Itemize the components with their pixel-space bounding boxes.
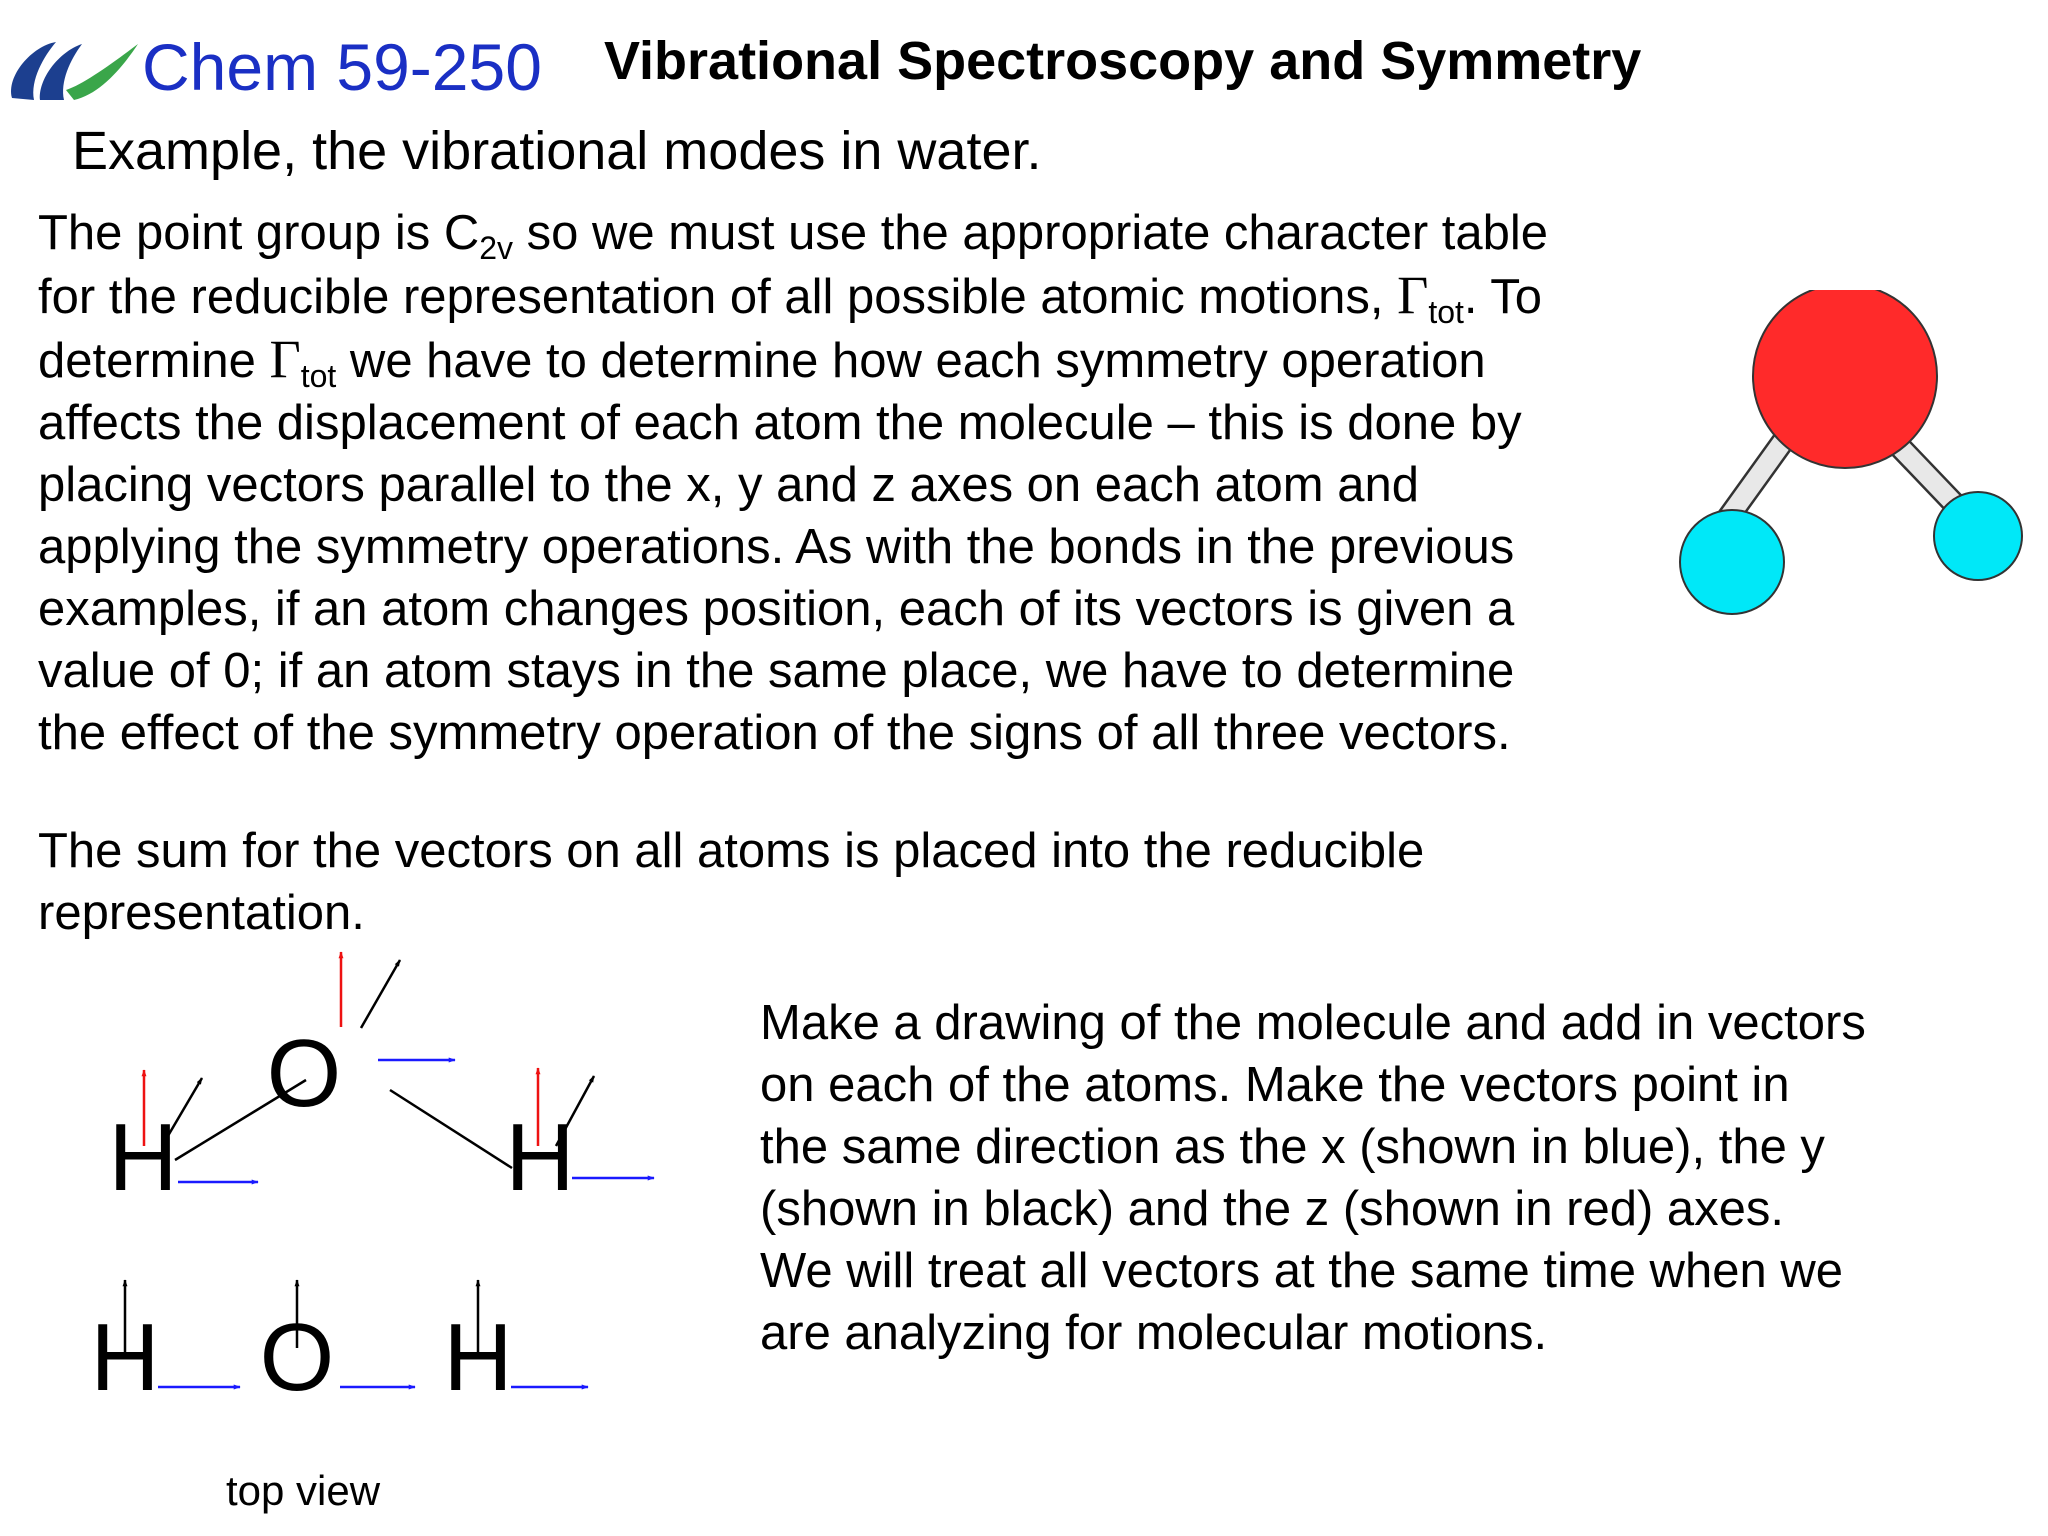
gamma-symbol: Γ [269, 329, 301, 389]
para3-line-5: We will treat all vectors at the same time when we [760, 1244, 1843, 1298]
para2-line-1: The sum for the vectors on all atoms is placed into the reducible [38, 824, 1425, 878]
hydrogen-atom-right-side: H [505, 1104, 575, 1211]
bond-right [390, 1090, 512, 1168]
para3-line-4: (shown in black) and the z (shown in red) axes. [760, 1182, 1785, 1236]
top-view-caption: top view [226, 1467, 381, 1514]
hydrogen-atom-right-top: H [443, 1304, 513, 1411]
hydrogen-ball-right [1934, 492, 2022, 580]
gamma-symbol: Γ [1397, 265, 1429, 325]
point-group-subscript: 2v [479, 230, 514, 266]
sum-paragraph [38, 820, 1678, 944]
slide-subtitle: Example, the vibrational modes in water. [72, 121, 1042, 181]
para1-line-9: the effect of the symmetry operation of the signs of all three vectors. [38, 706, 1511, 760]
para1-line-3: determine $\Gamma_{tot}$ we have to determine how each symmetry operation [38, 329, 1486, 394]
para2-line-2: representation. [38, 886, 365, 940]
drawing-instructions-paragraph [760, 992, 2020, 1364]
oxygen-ball [1753, 290, 1937, 468]
para3-line-6: are analyzing for molecular motions. [760, 1306, 1548, 1360]
hydrogen-ball-left [1680, 510, 1784, 614]
para1-line-7: examples, if an atom changes position, each of its vectors is given a [38, 582, 1515, 636]
para3-line-1: Make a drawing of the molecule and add in vectors [760, 996, 1866, 1050]
oxygen-y-vector [361, 960, 400, 1028]
para3-line-3: the same direction as the x (shown in blue), the y [760, 1120, 1825, 1174]
water-vector-diagram [0, 950, 700, 1536]
para3-line-2: on each of the atoms. Make the vectors point in [760, 1058, 1790, 1112]
hydrogen-atom-left-top: H [90, 1304, 160, 1411]
intro-paragraph [38, 202, 1678, 764]
para1-line-4: affects the displacement of each atom the molecule – this is done by [38, 396, 1522, 450]
hydrogen-atom-left-side: H [108, 1104, 178, 1211]
water-ball-and-stick-model [1660, 290, 2040, 630]
para1-line-1: The point group is $C_{2v}$ so we must use the appropriate character table [38, 206, 1549, 266]
para1-line-2: for the reducible representation of all possible atomic motions, $\Gamma_{tot}$. To [38, 265, 1542, 330]
oxygen-atom-side: O [266, 1020, 342, 1127]
university-logo [4, 28, 142, 108]
para1-line-8: value of 0; if an atom stays in the same place, we have to determine [38, 644, 1515, 698]
oxygen-atom-top: O [259, 1304, 335, 1411]
para1-line-6: applying the symmetry operations. As with the bonds in the previous [38, 520, 1515, 574]
slide-title: Vibrational Spectroscopy and Symmetry [604, 31, 1642, 91]
course-code: Chem 59-250 [142, 30, 542, 104]
para1-line-5: placing vectors parallel to the x, y and z axes on each atom and [38, 458, 1419, 512]
